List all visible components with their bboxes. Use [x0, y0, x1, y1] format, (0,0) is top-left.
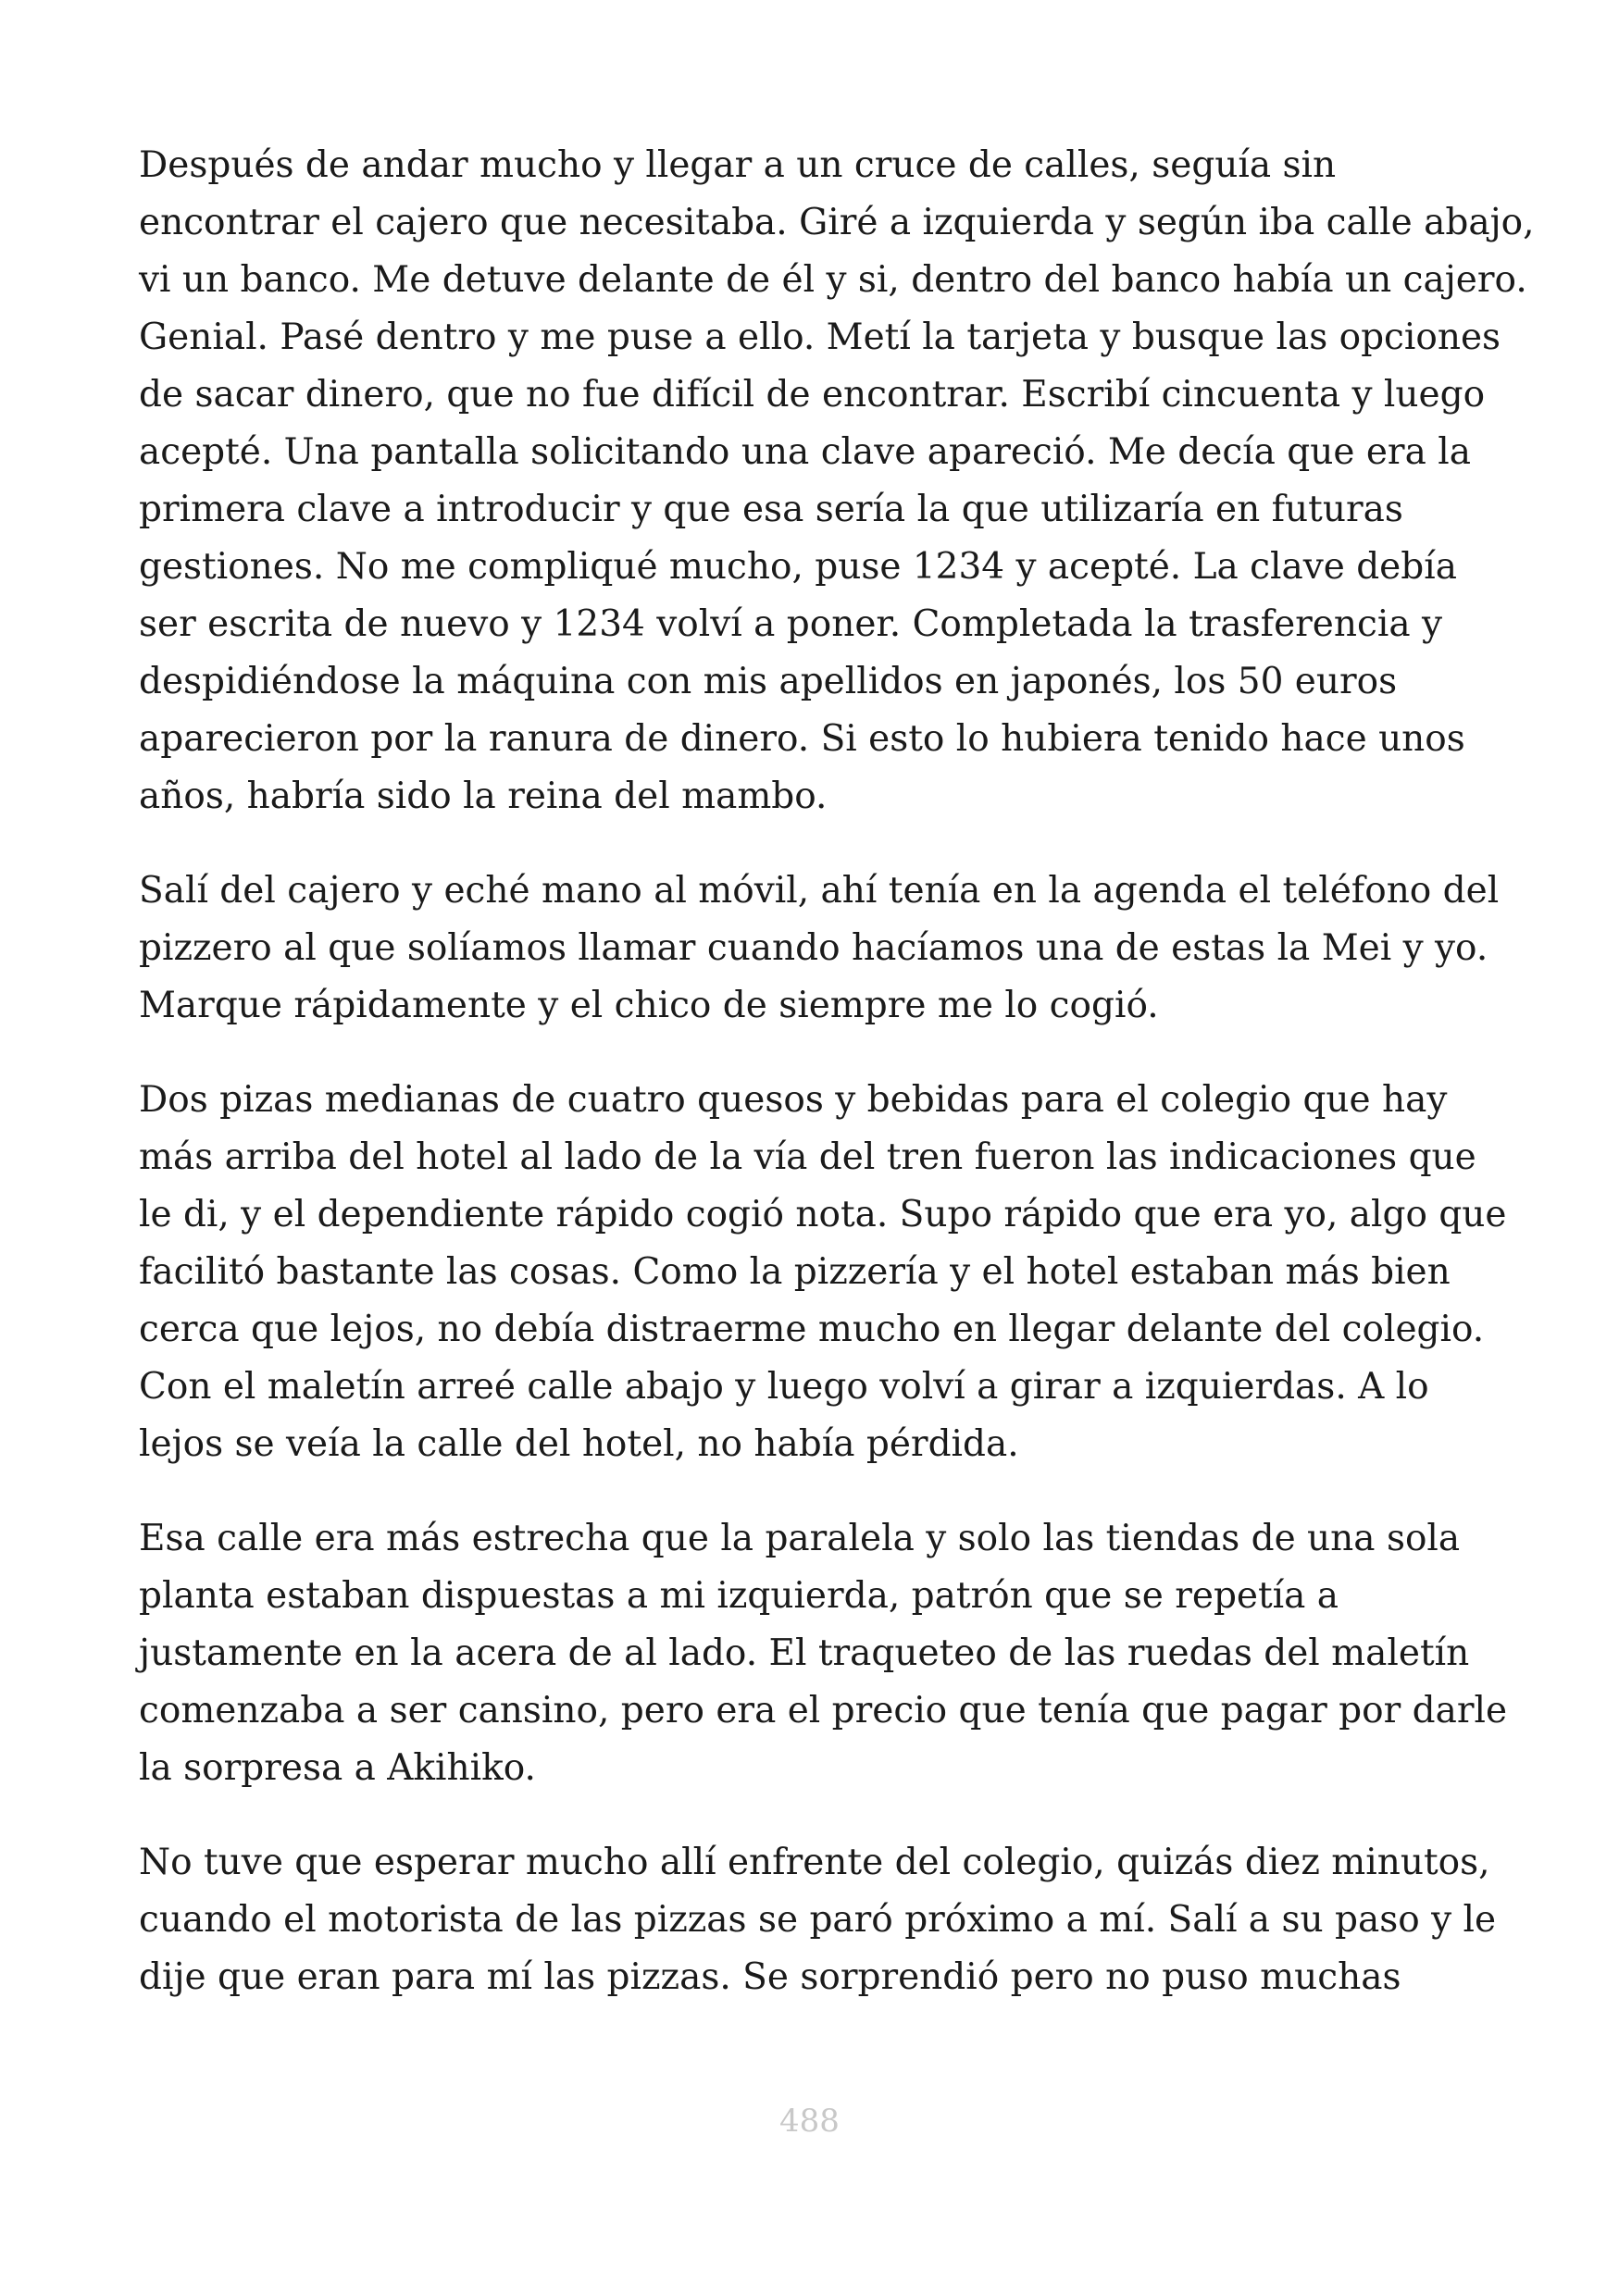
- text-line: Dos pizas medianas de cuatro quesos y bebidas para el colegio que hay: [139, 1079, 1448, 1121]
- paragraph-3: [139, 1072, 1527, 1473]
- text-line: justamente en la acera de al lado. El traqueteo de las ruedas del maletín: [139, 1632, 1470, 1674]
- text-line: primera clave a introducir y que esa sería la que utilizaría en futuras: [139, 489, 1403, 530]
- text-line: le di, y el dependiente rápido cogió nota. Supo rápido que era yo, algo que: [139, 1194, 1507, 1235]
- paragraph-1: [139, 137, 1535, 825]
- text-line: lejos se veía la calle del hotel, no había pérdida.: [139, 1423, 1019, 1465]
- text-line: encontrar el cajero que necesitaba. Giré a izquierda y según iba calle abajo,: [139, 202, 1535, 243]
- text-line: acepté. Una pantalla solicitando una clave apareció. Me decía que era la: [139, 431, 1471, 473]
- text-line: Después de andar mucho y llegar a un cruce de calles, seguía sin: [139, 144, 1337, 186]
- page-number: 488: [779, 2103, 840, 2140]
- paragraph-5: [139, 1834, 1527, 2006]
- text-line: comenzaba a ser cansino, pero era el precio que tenía que pagar por darle: [139, 1690, 1508, 1731]
- text-line: Marque rápidamente y el chico de siempre me lo cogió.: [139, 985, 1159, 1026]
- text-line: de sacar dinero, que no fue difícil de encontrar. Escribí cincuenta y luego: [139, 374, 1486, 416]
- text-line: Genial. Pasé dentro y me puse a ello. Metí la tarjeta y busque las opciones: [139, 316, 1501, 358]
- text-line: dije que eran para mí las pizzas. Se sorprendió pero no puso muchas: [139, 1956, 1401, 1998]
- text-line: No tuve que esperar mucho allí enfrente del colegio, quizás diez minutos,: [139, 1842, 1490, 1883]
- text-line: Salí del cajero y eché mano al móvil, ahí tenía en la agenda el teléfono del: [139, 870, 1500, 912]
- text-line: pizzero al que solíamos llamar cuando hacíamos una de estas la Mei y yo.: [139, 927, 1488, 969]
- text-line: cuando el motorista de las pizzas se paró próximo a mí. Salí a su paso y le: [139, 1899, 1497, 1941]
- text-line: Esa calle era más estrecha que la paralela y solo las tiendas de una sola: [139, 1518, 1461, 1559]
- text-line: aparecieron por la ranura de dinero. Si esto lo hubiera tenido hace unos: [139, 718, 1465, 760]
- text-line: facilitó bastante las cosas. Como la pizzería y el hotel estaban más bien: [139, 1251, 1451, 1293]
- text-line: cerca que lejos, no debía distraerme mucho en llegar delante del colegio.: [139, 1309, 1485, 1350]
- text-line: gestiones. No me compliqué mucho, puse 1234 y acepté. La clave debía: [139, 546, 1457, 588]
- text-line: Con el maletín arreé calle abajo y luego volví a girar a izquierdas. A lo: [139, 1366, 1429, 1408]
- text-line: más arriba del hotel al lado de la vía del tren fueron las indicaciones que: [139, 1136, 1476, 1178]
- text-line: ser escrita de nuevo y 1234 volví a poner. Completada la trasferencia y: [139, 603, 1442, 645]
- text-line: planta estaban dispuestas a mi izquierda, patrón que se repetía a: [139, 1575, 1339, 1617]
- text-line: despidiéndose la máquina con mis apellidos en japonés, los 50 euros: [139, 661, 1398, 702]
- text-line: años, habría sido la reina del mambo.: [139, 776, 828, 817]
- paragraph-4: [139, 1510, 1527, 1797]
- body-text: [139, 137, 1535, 2043]
- text-line: la sorpresa a Akihiko.: [139, 1747, 536, 1789]
- paragraph-2: [139, 863, 1527, 1035]
- text-line: vi un banco. Me detuve delante de él y si, dentro del banco había un cajero.: [139, 259, 1527, 301]
